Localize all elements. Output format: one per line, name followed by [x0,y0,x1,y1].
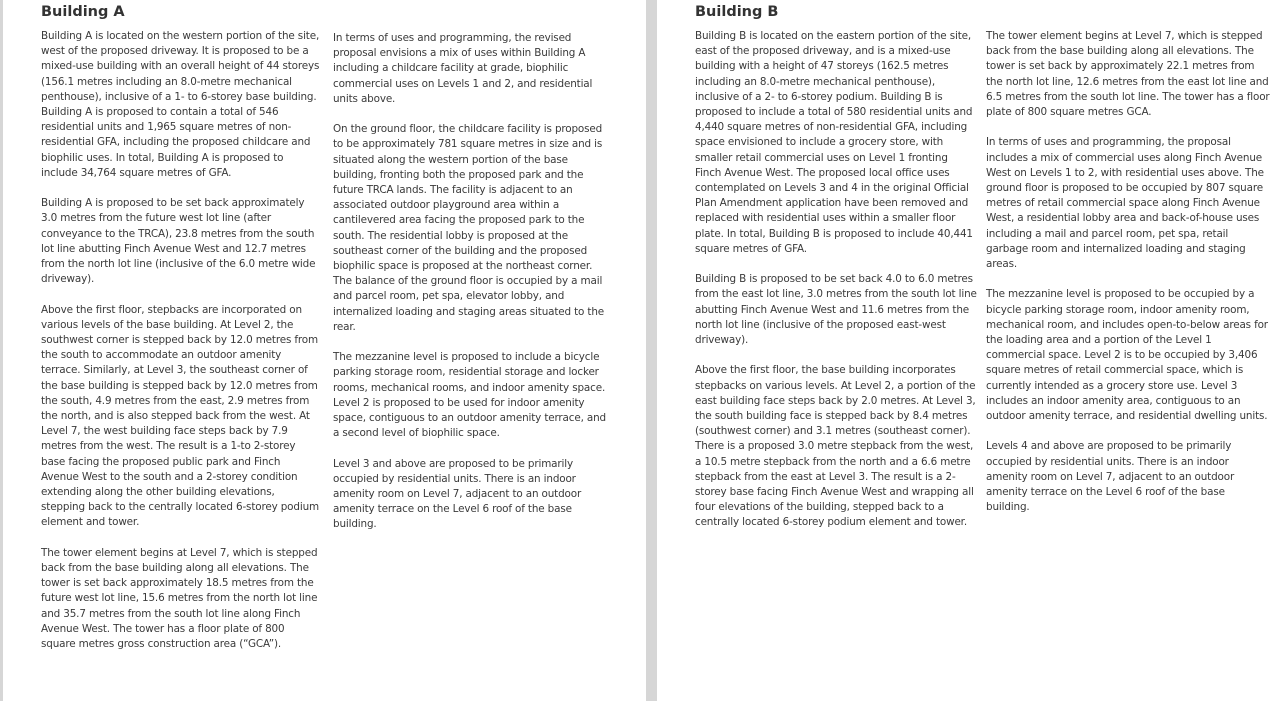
paragraph: The tower element begins at Level 7, which is stepped back from the base building along all elevations. The tower is set back by approximately 22.1 metres from the north lot line, 12.6 metres from the east lot line and 6.5 metres from the south lot line. The tower has a floor plate of 800 square metres GCA. [986,30,1270,119]
text-column-left [41,29,321,667]
paragraph: Above the first floor, the base building incorporates stepbacks on various levels. At Level 2, a portion of the east building face steps back by 2.0 metres. At Level 3, the south building face is stepped back by 8.4 metres (southwest corner) and 3.1 metres (southeast corner). There is a proposed 3.0 metre stepback from the west, a 10.5 metre stepback from the north and a 6.6 metre stepback from the east at Level 3. The result is a 2-storey base facing Finch Avenue West and wrapping all four elevations of the building, stepped back to a centrally located 6-storey podium element and tower. [695,364,976,529]
text-column-right [333,31,613,548]
paragraph: Levels 4 and above are proposed to be primarily occupied by residential units. There is an indoor amenity room on Level 7, adjacent to an outdoor amenity terrace on the Level 6 roof of the base building. [986,440,1235,514]
text-column-right [986,29,1270,531]
document-page-building-b [657,0,1280,701]
document-page-building-a [3,0,646,701]
paragraph: The mezzanine level is proposed to be occupied by a bicycle parking storage room, indoor amenity room, mechanical room, and includes open-to-below areas for the loading area and a portion of the Level 1 commercial space. Level 2 is to be occupied by 3,406 square metres of retail commercial space, which is currently intended as a grocery store use. Level 3 includes an indoor amenity area, contiguous to an outdoor amenity terrace, and residential dwelling units. [986,288,1268,423]
paragraph: The mezzanine level is proposed to include a bicycle parking storage room, residential storage and locker rooms, mechanical rooms, and indoor amenity space. Level 2 is proposed to be used for indoor amenity space, contiguous to an outdoor amenity terrace, and a second level of biophilic space. [333,351,606,440]
paragraph: Above the first floor, stepbacks are incorporated on various levels of the base building. At Level 2, the southwest corner is stepped back by 12.0 metres from the south to accommodate an outdoor amenity terrace. Similarly, at Level 3, the southeast corner of the base building is stepped back by 12.0 metres from the south, 4.9 metres from the east, 2.9 metres from the north, and is also stepped back from the west. At Level 7, the west building face steps back by 7.9 metres from the west. The result is a 1-to 2-storey base facing the proposed public park and Finch Avenue West to the south and a 2-storey condition extending along the other building elevations, stepping back to the centrally located 6-storey podium element and tower. [41,303,319,529]
section-title-building-b: Building B [695,4,779,20]
paragraph: The tower element begins at Level 7, which is stepped back from the base building along all elevations. The tower is set back approximately 18.5 metres from the future west lot line, 15.6 metres from the north lot line and 35.7 metres from the south lot line along Finch Avenue West. The tower has a floor plate of 800 square metres gross construction area (“GCA”). [41,546,318,651]
paragraph: Level 3 and above are proposed to be primarily occupied by residential units. There is an indoor amenity room on Level 7, adjacent to an outdoor amenity terrace on the Level 6 roof of the base building. [333,457,582,531]
text-column-left [695,29,977,546]
paragraph: In terms of uses and programming, the proposal includes a mix of commercial uses along Finch Avenue West on Levels 1 to 2, with residential uses above. The ground floor is proposed to be occupied by 807 square metres of retail commercial space along Finch Avenue West, a residential lobby area and back-of-house uses including a mail and parcel room, pet spa, retail garbage room and internalized loading and staging areas. [986,136,1264,271]
paragraph: In terms of uses and programming, the revised proposal envisions a mix of uses within Building A including a childcare facility at grade, biophilic commercial uses on Levels 1 and 2, and residential units above. [333,32,593,105]
paragraph: Building B is proposed to be set back 4.0 to 6.0 metres from the east lot line, 3.0 metres from the south lot line abutting Finch Avenue West and 11.6 metres from the north lot line (inclusive of the proposed east-west driveway). [695,273,977,347]
paragraph: Building A is located on the western portion of the site, west of the proposed driveway. It is proposed to be a mixed-use building with an overall height of 44 storeys (156.1 metres including an 8.0-metre mechanical penthouse), inclusive of a 1- to 6-storey base building. Building A is proposed to contain a total of 546 residential units and 1,965 square metres of non-residential GFA, including the proposed childcare and biophilic uses. In total, Building A is proposed to include 34,764 square metres of GFA. [41,30,320,179]
section-title-building-a: Building A [41,4,125,20]
paragraph: Building A is proposed to be set back approximately 3.0 metres from the future west lot line (after conveyance to the TRCA), 23.8 metres from the south lot line abutting Finch Avenue West and 12.7 metres from the north lot line (inclusive of the 6.0 metre wide driveway). [41,197,316,286]
paragraph: On the ground floor, the childcare facility is proposed to be approximately 781 square metres in size and is situated along the western portion of the base building, fronting both the proposed park and the future TRCA lands. The facility is adjacent to an associated outdoor playground area within a cantilevered area facing the proposed park to the south. The residential lobby is proposed at the southeast corner of the building and the proposed biophilic space is proposed at the northeast corner. The balance of the ground floor is occupied by a mail and parcel room, pet spa, elevator lobby, and internalized loading and staging areas situated to the rear. [333,123,605,333]
paragraph: Building B is located on the eastern portion of the site, east of the proposed driveway, and is a mixed-use building with a height of 47 storeys (162.5 metres including an 8.0-metre mechanical penthouse), inclusive of a 2- to 6-storey podium. Building B is proposed to include a total of 580 residential units and 4,440 square metres of non-residential GFA, including space envisioned to include a grocery store, with smaller retail commercial uses on Level 1 fronting Finch Avenue West. The proposed local office uses contemplated on Levels 3 and 4 in the original Official Plan Amendment application have been removed and replaced with residential uses within a smaller floor plate. In total, Building B is proposed to include 40,441 square metres of GFA. [695,30,973,255]
